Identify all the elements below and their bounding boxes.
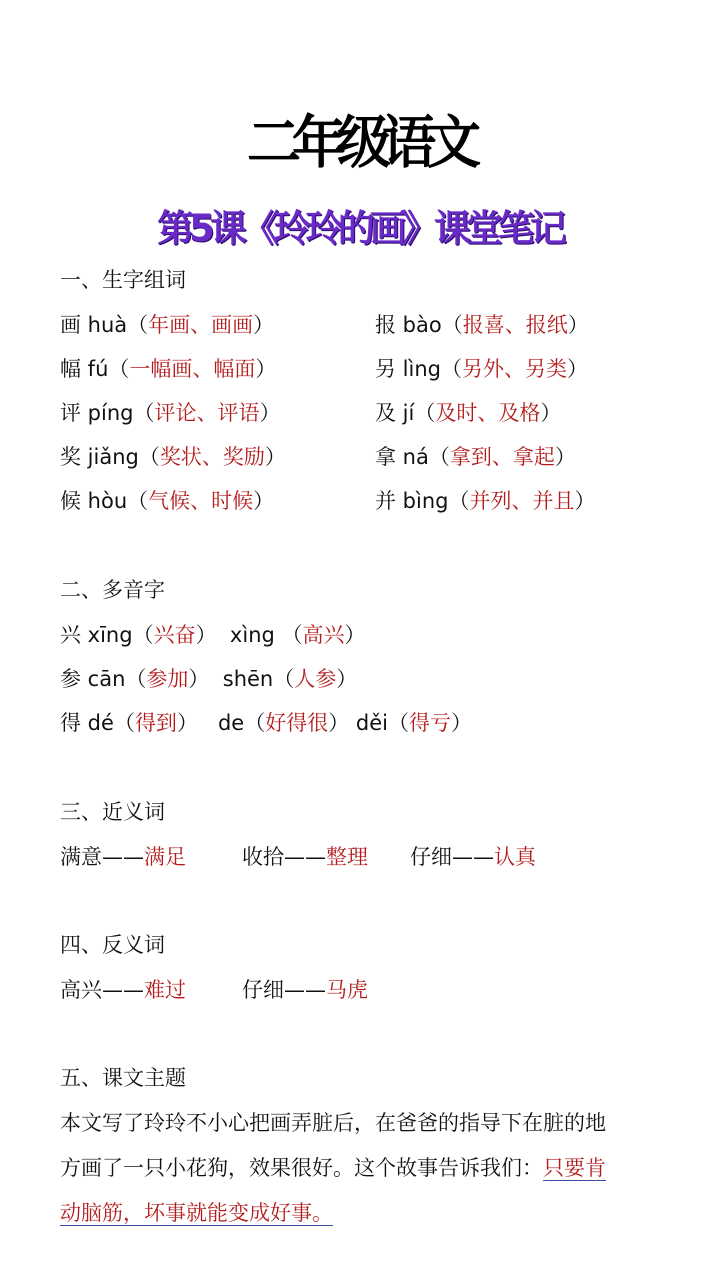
key-message: 只要肯: [543, 1156, 606, 1180]
section-heading-antonyms: 四、反义词: [60, 933, 165, 957]
vocab-item: 另 lìng（另外、另类）: [375, 357, 588, 381]
synonym-pair: 仔细——认真: [410, 845, 536, 869]
vocab-item: 报 bào（报喜、报纸）: [375, 313, 589, 337]
section-heading-vocabulary: 一、生字组词: [60, 268, 186, 292]
synonym-pair: 收拾——整理: [242, 845, 368, 869]
vocab-item: 评 píng（评论、评语）: [60, 401, 281, 425]
synonym-pair: 满意——满足: [60, 845, 186, 869]
theme-paragraph-line: 本文写了玲玲不小心把画弄脏后，在爸爸的指导下在脏的地: [60, 1111, 606, 1135]
key-message: 动脑筋，坏事就能变成好事。: [60, 1201, 333, 1225]
antonym-pair: 高兴——难过: [60, 978, 186, 1002]
polyphone-row: 参 cān（参加） shēn（人参）: [60, 667, 358, 691]
vocab-item: 拿 ná（拿到、拿起）: [375, 445, 576, 469]
theme-paragraph-line: [60, 1197, 333, 1227]
vocab-item: 画 huà（年画、画画）: [60, 313, 275, 337]
polyphone-row: 得 dé（得到） de（好得很） děi（得亏）: [60, 711, 472, 735]
vocab-item: 候 hòu（气候、时候）: [60, 489, 275, 513]
antonym-pair: 仔细——马虎: [242, 978, 368, 1002]
section-heading-theme: 五、课文主题: [60, 1066, 186, 1090]
vocab-item: 并 bìng（并列、并且）: [375, 489, 596, 513]
polyphone-row: 兴 xīng（兴奋） xìng （高兴）: [60, 623, 366, 647]
vocab-item: 及 jí（及时、及格）: [375, 401, 562, 425]
vocab-item: 幅 fú（一幅画、幅面）: [60, 357, 277, 381]
section-heading-synonyms: 三、近义词: [60, 800, 165, 824]
vocab-item: 奖 jiǎng（奖状、奖励）: [60, 445, 286, 469]
lesson-subtitle: 第5课《玲玲的画》课堂笔记: [157, 207, 562, 250]
theme-paragraph-line: 方画了一只小花狗，效果很好。这个故事告诉我们：只要肯: [60, 1156, 606, 1180]
page-title: 二年级语文: [247, 109, 472, 176]
section-heading-polyphones: 二、多音字: [60, 578, 165, 602]
